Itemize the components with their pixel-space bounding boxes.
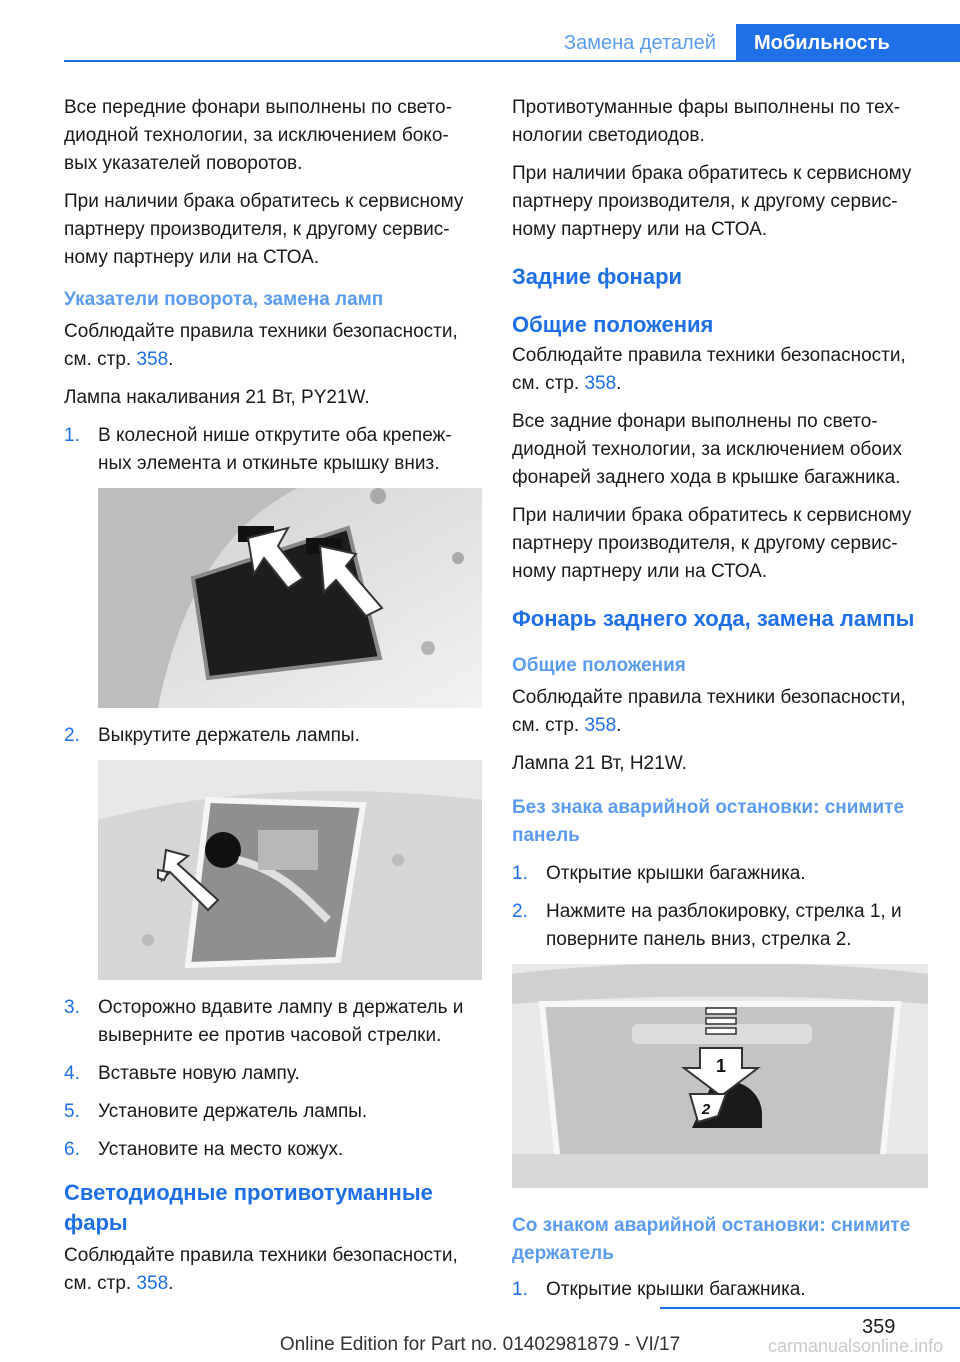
list-item xyxy=(512,898,932,954)
safety-text: Соблюдайте правила техники безопасности, см. стр. xyxy=(64,321,458,370)
list-item xyxy=(512,1276,932,1304)
wheel-arch-cover-photo xyxy=(98,488,482,708)
lamp-holder-photo xyxy=(98,760,482,980)
heading-fog-lights: Светодиодные противотуманные фары xyxy=(64,1180,433,1235)
heading-general: Общие положения xyxy=(512,312,714,337)
step-number: 1. xyxy=(512,1279,528,1300)
page-link[interactable]: 358 xyxy=(136,1273,169,1294)
step-text: Установите держатель лампы. xyxy=(98,1101,368,1122)
page-link[interactable]: 358 xyxy=(136,349,169,370)
list-item xyxy=(64,1098,484,1126)
list-item xyxy=(64,1136,484,1164)
safety-paragraph: Соблюдайте правила техники безопасности, см. стр. 358. xyxy=(512,687,906,736)
step-text: Установите на место кожух. xyxy=(98,1139,344,1160)
step-number: 2. xyxy=(512,901,528,922)
page-link[interactable]: 358 xyxy=(584,715,617,736)
step-text: Нажмите на разблокировку, стрелка 1, и поверните панель вниз, стрелка 2. xyxy=(546,901,902,950)
section-tab[interactable]: Замена деталей xyxy=(564,31,716,54)
step-text: Выкрутите держатель лампы. xyxy=(98,725,360,746)
paragraph: Все задние фонари выполнены по свето‐ диодной технологии, за исключением обоих фонарей заднего хода в крышке багажника. xyxy=(512,411,902,488)
arrow-1-label: 1 xyxy=(715,1056,727,1076)
arrow-2-label: 2 xyxy=(701,1101,711,1118)
safety-text: Соблюдайте правила техники безопасности, см. стр. xyxy=(64,1245,458,1294)
safety-text: Соблюдайте правила техники безопасности, см. стр. xyxy=(512,687,906,736)
heading-reverse-light: Фонарь заднего хода, замена лампы xyxy=(512,606,915,631)
step-text: Открытие крышки багажника. xyxy=(546,863,806,884)
right-column xyxy=(512,94,932,1314)
step-text: Открытие крышки багажника. xyxy=(546,1279,806,1300)
heading-rear-lights: Задние фонари xyxy=(512,264,683,289)
step-number: 2. xyxy=(64,725,80,746)
step-text: Вставьте новую лампу. xyxy=(98,1063,300,1084)
left-column xyxy=(64,94,484,1308)
paragraph: При наличии брака обратитесь к сервисному партнеру производителя, к другому сервис‐ ному партнеру или на СТОА. xyxy=(512,505,912,582)
safety-text: Соблюдайте правила техники безопасности, см. стр. xyxy=(512,345,906,394)
page-link[interactable]: 358 xyxy=(584,373,617,394)
paragraph: Все передние фонари выполнены по свето‐ диодной технологии, за исключением боко‐ вых указателей поворотов. xyxy=(64,97,452,174)
trunk-lid-panel-photo xyxy=(512,964,928,1188)
list-item xyxy=(64,1060,484,1088)
page-number: 359 xyxy=(862,1316,896,1338)
list-item xyxy=(512,860,932,888)
heading-turn-signals: Указатели поворота, замена ламп xyxy=(64,289,384,310)
safety-paragraph: Соблюдайте правила техники безопасности, см. стр. 358. xyxy=(512,345,906,394)
lamp-spec: Лампа накаливания 21 Вт, PY21W. xyxy=(64,387,370,408)
step-number: 6. xyxy=(64,1139,80,1160)
heading-general-2: Общие положения xyxy=(512,655,686,676)
footer-rule xyxy=(660,1307,960,1309)
step-number: 1. xyxy=(512,863,528,884)
heading-without-warning-triangle: Без знака аварийной остановки: снимите панель xyxy=(512,797,905,846)
paragraph: Противотуманные фары выполнены по тех‐ нологии светодиодов. xyxy=(512,97,901,146)
paragraph: При наличии брака обратитесь к сервисному партнеру производителя, к другому сервис‐ ному партнеру или на СТОА. xyxy=(64,191,464,268)
edition-footer: Online Edition for Part no. 01402981879 - VI/17 xyxy=(279,1334,681,1355)
step-number: 4. xyxy=(64,1063,80,1084)
list-item xyxy=(64,722,484,750)
paragraph: При наличии брака обратитесь к сервисному партнеру производителя, к другому сервис‐ ному партнеру или на СТОА. xyxy=(512,163,912,240)
safety-paragraph: Соблюдайте правила техники безопасности, см. стр. 358. xyxy=(64,1245,458,1294)
heading-with-warning-triangle: Со знаком аварийной остановки: снимите держатель xyxy=(512,1215,911,1264)
step-text: Осторожно вдавите лампу в держатель и выверните ее против часовой стрелки. xyxy=(98,997,464,1046)
step-number: 5. xyxy=(64,1101,80,1122)
chapter-tab[interactable]: Мобильность xyxy=(736,24,960,62)
list-item xyxy=(64,422,484,478)
step-number: 1. xyxy=(64,425,80,446)
step-text: В колесной нише открутите оба крепеж‐ ных элемента и откиньте крышку вниз. xyxy=(98,425,452,474)
list-item xyxy=(64,994,484,1050)
step-number: 3. xyxy=(64,997,80,1018)
safety-paragraph: Соблюдайте правила техники безопасности, см. стр. 358. xyxy=(64,321,458,370)
watermark: carmanualsonline.info xyxy=(768,1336,944,1356)
lamp-spec: Лампа 21 Вт, H21W. xyxy=(512,753,687,774)
